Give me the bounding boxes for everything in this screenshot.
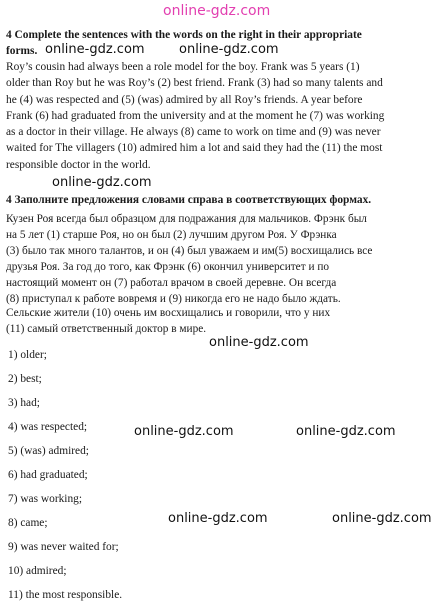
english-title-line-1: 4 Complete the sentences with the words on the right in their appropriate (6, 29, 362, 41)
watermark: online-gdz.com (134, 424, 234, 439)
answer-item: 5) (was) admired; (8, 445, 89, 457)
answer-item: 4) was respected; (8, 421, 88, 433)
answer-item: 3) had; (8, 397, 40, 409)
watermark: online-gdz.com (209, 335, 309, 350)
english-line: Roy’s cousin had always been a role model for the boy. Frank was 5 years (1) (6, 61, 360, 73)
watermark: online-gdz.com (168, 511, 268, 526)
watermark: online-gdz.com (332, 511, 432, 526)
russian-line: Сельские жители (10) очень им восхищались и говорили, что у них (6, 307, 331, 319)
answer-item: 6) had graduated; (8, 469, 88, 481)
russian-paragraph (6, 211, 442, 307)
russian-paragraph-2 (6, 305, 442, 337)
english-paragraph (6, 59, 442, 173)
russian-line: настоящий момент он (7) работал врачом в своей деревне. Он всегда (6, 277, 337, 289)
watermark: online-gdz.com (52, 175, 152, 190)
answer-item: 8) came; (8, 517, 48, 529)
english-line: older than Roy but he was Roy’s (2) best friend. Frank (3) had so many talents and (6, 77, 383, 90)
english-line: as a doctor in their village. He always (8) came to work on time and (9) was never (6, 126, 381, 139)
english-line: responsible doctor in the world. (6, 158, 151, 171)
answer-item: 11) the most responsible. (8, 589, 123, 601)
watermark: online-gdz.com (45, 42, 145, 57)
russian-line: на 5 лет (1) старше Роя, но он был (2) лучшим другом Роя. У Фрэнка (6, 229, 337, 241)
english-title-line-2: forms. (6, 45, 38, 58)
answer-item: 7) was working; (8, 493, 83, 505)
english-line: waited for The villagers (10) admired him a lot and said they had the (11) the most (6, 142, 383, 155)
russian-line: Кузен Роя всегда был образцом для подражания для мальчиков. Фрэнк был (6, 213, 367, 225)
russian-line: (8) приступал к работе вовремя и (9) никогда его не надо было ждать. (6, 293, 341, 305)
watermark-top: online-gdz.com (163, 3, 271, 19)
answer-item: 2) best; (8, 373, 42, 385)
english-line: he (4) was respected and (5) (was) admired by all Roy’s friends. A year before (6, 93, 363, 106)
answer-item: 1) older; (8, 349, 47, 361)
english-line: Frank (6) had graduated from the university and at the moment he (7) was working (6, 109, 385, 122)
russian-task-title: 4 Заполните предложения словами справа в соответствующих формах. (6, 194, 372, 206)
russian-line: друзья Роя. За год до того, как Фрэнк (6) окончил университет и по (6, 261, 330, 273)
watermark: online-gdz.com (179, 42, 279, 57)
answer-item: 9) was never waited for; (8, 541, 119, 553)
answer-item: 10) admired; (8, 565, 67, 577)
russian-line: (3) было так много талантов, и он (4) был уважаем и им(5) восхищались все (6, 245, 373, 257)
russian-line: (11) самый ответственный доктор в мире. (6, 323, 207, 335)
watermark: online-gdz.com (296, 424, 396, 439)
